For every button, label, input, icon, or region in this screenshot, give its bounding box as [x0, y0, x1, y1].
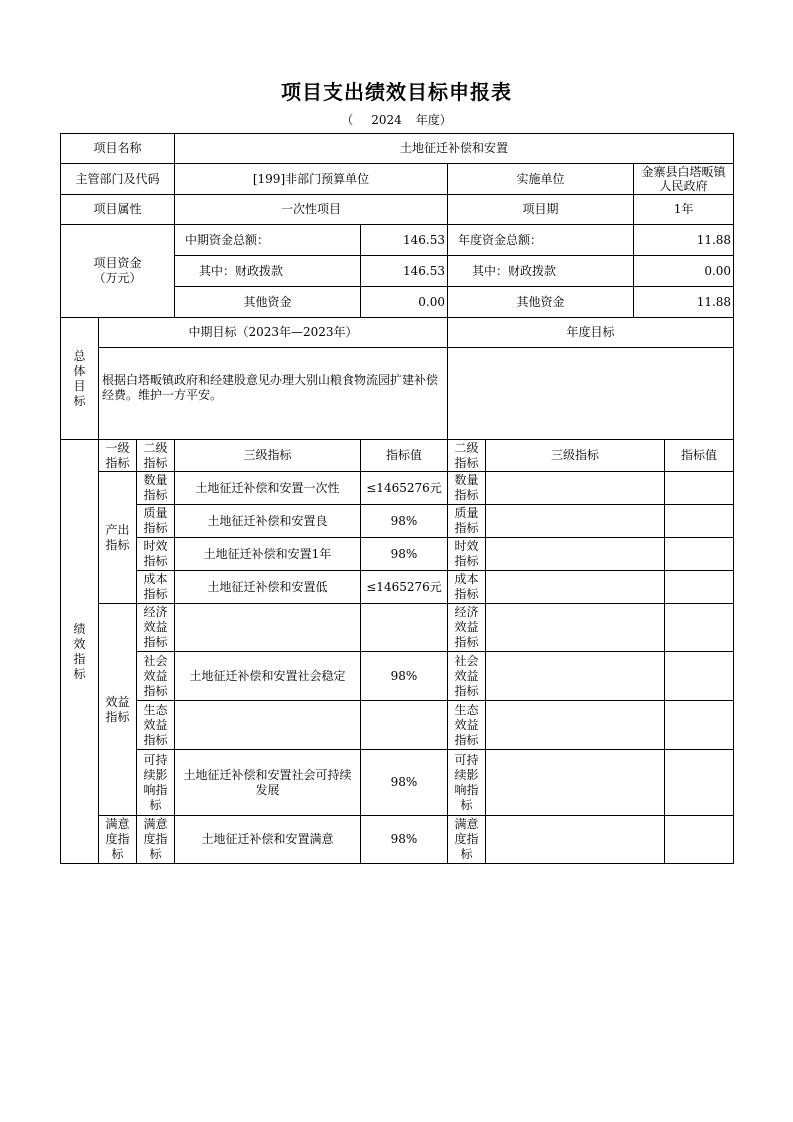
- year-goal-text: [448, 348, 734, 440]
- value-cell-right: [665, 816, 734, 864]
- label-overall-goal: [61, 318, 99, 440]
- label-year-fiscal: 其中：财政拨款: [448, 256, 634, 287]
- level3-cell-right: [486, 505, 665, 538]
- level2-cell-right: 质量指标: [448, 505, 486, 538]
- performance-form-table: [60, 133, 734, 864]
- label-overall-goal-text: 总体目标: [73, 348, 86, 408]
- label-mid-fiscal: 其中：财政拨款: [175, 256, 361, 287]
- value-impl-unit: [634, 164, 734, 195]
- value-cell-right: [665, 652, 734, 701]
- level3-cell: 土地征迁补偿和安置低: [175, 571, 361, 604]
- value-mid-total: 146.53: [361, 225, 448, 256]
- level2-cell: 经济效益指标: [137, 604, 175, 652]
- level3-cell: 土地征迁补偿和安置1年: [175, 538, 361, 571]
- value-year-total: 11.88: [634, 225, 734, 256]
- value-cell-right: [665, 538, 734, 571]
- level3-cell-right: [486, 750, 665, 816]
- table-row: [61, 750, 734, 816]
- level2-cell: 质量指标: [137, 505, 175, 538]
- header-level2-right: 二级指标: [448, 440, 486, 472]
- value-cell-right: [665, 604, 734, 652]
- value-period: 1年: [634, 195, 734, 225]
- row-project-name: [61, 134, 734, 164]
- table-row: [61, 538, 734, 571]
- level2-cell: 成本指标: [137, 571, 175, 604]
- level3-cell-right: [486, 701, 665, 750]
- level3-cell: 土地征迁补偿和安置良: [175, 505, 361, 538]
- group-output: 产出指标: [99, 472, 137, 604]
- table-row: [61, 571, 734, 604]
- value-cell: 98%: [361, 538, 448, 571]
- level3-cell-right: [486, 538, 665, 571]
- label-performance-text: 绩效指标: [73, 621, 86, 681]
- level2-cell: 满意度指标: [137, 816, 175, 864]
- level2-cell-right: 时效指标: [448, 538, 486, 571]
- value-attribute: 一次性项目: [175, 195, 448, 225]
- table-row: [61, 505, 734, 538]
- level2-cell-right: 可持续影响指标: [448, 750, 486, 816]
- label-project-name: 项目名称: [61, 134, 175, 164]
- level2-cell-right: 经济效益指标: [448, 604, 486, 652]
- level3-cell-right: [486, 604, 665, 652]
- header-level2-left: 二级指标: [137, 440, 175, 472]
- label-attribute: 项目属性: [61, 195, 175, 225]
- value-cell: 98%: [361, 816, 448, 864]
- value-cell-right: [665, 701, 734, 750]
- row-goal-header: [61, 318, 734, 348]
- value-cell: [361, 604, 448, 652]
- value-mid-other: 0.00: [361, 287, 448, 318]
- year-line: [0, 111, 793, 128]
- label-year-total: 年度资金总额：: [448, 225, 634, 256]
- label-mid-total: 中期资金总额：: [175, 225, 361, 256]
- level3-cell: [175, 604, 361, 652]
- row-attribute: [61, 195, 734, 225]
- level2-cell: 社会效益指标: [137, 652, 175, 701]
- level2-cell-right: 数量指标: [448, 472, 486, 505]
- level3-cell-right: [486, 816, 665, 864]
- level3-cell: 土地征迁补偿和安置社会稳定: [175, 652, 361, 701]
- level3-cell: 土地征迁补偿和安置满意: [175, 816, 361, 864]
- value-cell: 98%: [361, 505, 448, 538]
- level2-cell-right: 生态效益指标: [448, 701, 486, 750]
- level2-cell-right: 满意度指标: [448, 816, 486, 864]
- table-row: [61, 472, 734, 505]
- table-row: [61, 816, 734, 864]
- page-title: 项目支出绩效目标申报表: [281, 80, 512, 104]
- label-period: 项目期: [448, 195, 634, 225]
- level3-cell: 土地征迁补偿和安置社会可持续发展: [175, 750, 361, 816]
- group-benefit: 效益指标: [99, 604, 137, 816]
- group-satisfaction: 满意度指标: [99, 816, 137, 864]
- label-funds-line2: （万元）: [93, 271, 142, 285]
- level3-cell-right: [486, 571, 665, 604]
- header-level3-right: 三级指标: [486, 440, 665, 472]
- label-funds-line1: 项目资金: [93, 256, 142, 270]
- level3-cell: 土地征迁补偿和安置一次性: [175, 472, 361, 505]
- value-project-name: 土地征迁补偿和安置: [175, 134, 734, 164]
- value-year-other: 11.88: [634, 287, 734, 318]
- value-year-fiscal: 0.00: [634, 256, 734, 287]
- level2-cell-right: 社会效益指标: [448, 652, 486, 701]
- label-mid-goal: 中期目标（2023年—2023年）: [99, 318, 448, 348]
- level2-cell-right: 成本指标: [448, 571, 486, 604]
- value-department: [199]非部门预算单位: [175, 164, 448, 195]
- value-cell: ≤1465276元: [361, 472, 448, 505]
- value-cell-right: [665, 472, 734, 505]
- year-open: （: [341, 113, 354, 127]
- header-level3-left: 三级指标: [175, 440, 361, 472]
- label-department: 主管部门及代码: [61, 164, 175, 195]
- value-cell: 98%: [361, 750, 448, 816]
- label-year-other: 其他资金: [448, 287, 634, 318]
- level2-cell: 生态效益指标: [137, 701, 175, 750]
- level2-cell: 数量指标: [137, 472, 175, 505]
- header-value-left: 指标值: [361, 440, 448, 472]
- level3-cell-right: [486, 472, 665, 505]
- label-performance: [61, 440, 99, 864]
- year-unit: 年度）: [415, 113, 452, 127]
- mid-goal-text: 根据白塔畈镇政府和经建股意见办理大别山粮食物流园扩建补偿经费。维护一方平安。: [99, 348, 448, 440]
- value-cell: ≤1465276元: [361, 571, 448, 604]
- row-funds-total: [61, 225, 734, 256]
- header-value-right: 指标值: [665, 440, 734, 472]
- impl-unit-line1: 金寨县白塔畈镇: [641, 165, 726, 179]
- value-cell: [361, 701, 448, 750]
- level2-cell: 时效指标: [137, 538, 175, 571]
- level3-cell: [175, 701, 361, 750]
- label-impl-unit: 实施单位: [448, 164, 634, 195]
- value-cell-right: [665, 505, 734, 538]
- label-mid-other: 其他资金: [175, 287, 361, 318]
- value-mid-fiscal: 146.53: [361, 256, 448, 287]
- row-goal-content: [61, 348, 734, 440]
- header-level1: 一级指标: [99, 440, 137, 472]
- label-funds: [61, 225, 175, 318]
- level2-cell: 可持续影响指标: [137, 750, 175, 816]
- label-year-goal: 年度目标: [448, 318, 734, 348]
- table-row: [61, 604, 734, 652]
- year-value: 2024: [371, 113, 402, 127]
- level3-cell-right: [486, 652, 665, 701]
- row-department: [61, 164, 734, 195]
- table-row: [61, 652, 734, 701]
- row-indicator-header: [61, 440, 734, 472]
- table-row: [61, 701, 734, 750]
- value-cell-right: [665, 750, 734, 816]
- impl-unit-line2: 人民政府: [659, 179, 708, 193]
- value-cell: 98%: [361, 652, 448, 701]
- value-cell-right: [665, 571, 734, 604]
